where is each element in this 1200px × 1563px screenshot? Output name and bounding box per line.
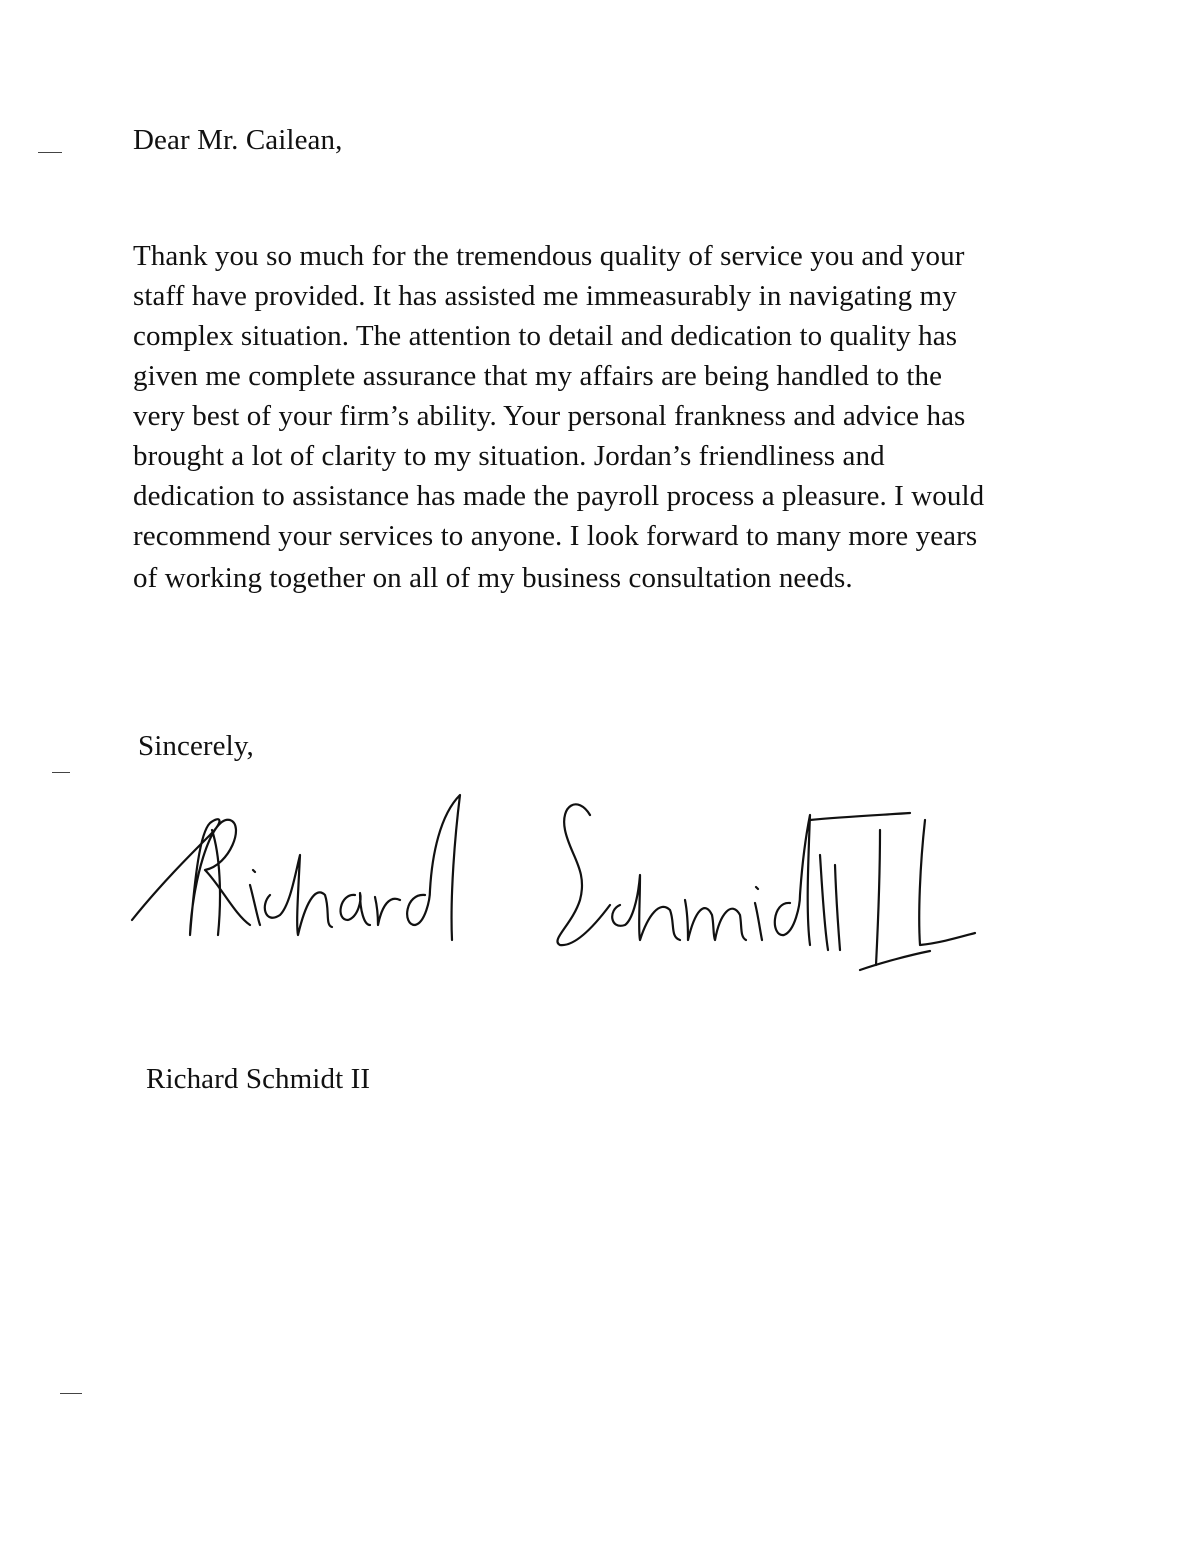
body-line: staff have provided. It has assisted me immeasurably in navigating my bbox=[133, 280, 957, 312]
scan-mark bbox=[38, 152, 62, 153]
body-line: very best of your firm’s ability. Your personal frankness and advice has bbox=[133, 400, 966, 432]
printed-name: Richard Schmidt II bbox=[146, 1063, 371, 1095]
body-line: of working together on all of my business consultation needs. bbox=[133, 562, 853, 594]
scan-mark bbox=[60, 1393, 82, 1394]
handwritten-signature bbox=[120, 775, 1020, 990]
scan-mark bbox=[52, 772, 70, 773]
body-line: Thank you so much for the tremendous quality of service you and your bbox=[133, 240, 965, 272]
body-line: complex situation. The attention to detail and dedication to quality has bbox=[133, 320, 958, 352]
body-line: brought a lot of clarity to my situation. Jordan’s friendliness and bbox=[133, 440, 885, 472]
body-line: given me complete assurance that my affairs are being handled to the bbox=[133, 360, 943, 392]
body-line: recommend your services to anyone. I look forward to many more years bbox=[133, 520, 978, 552]
closing: Sincerely, bbox=[138, 730, 254, 762]
body-line: dedication to assistance has made the payroll process a pleasure. I would bbox=[133, 480, 985, 512]
salutation: Dear Mr. Cailean, bbox=[133, 124, 343, 156]
